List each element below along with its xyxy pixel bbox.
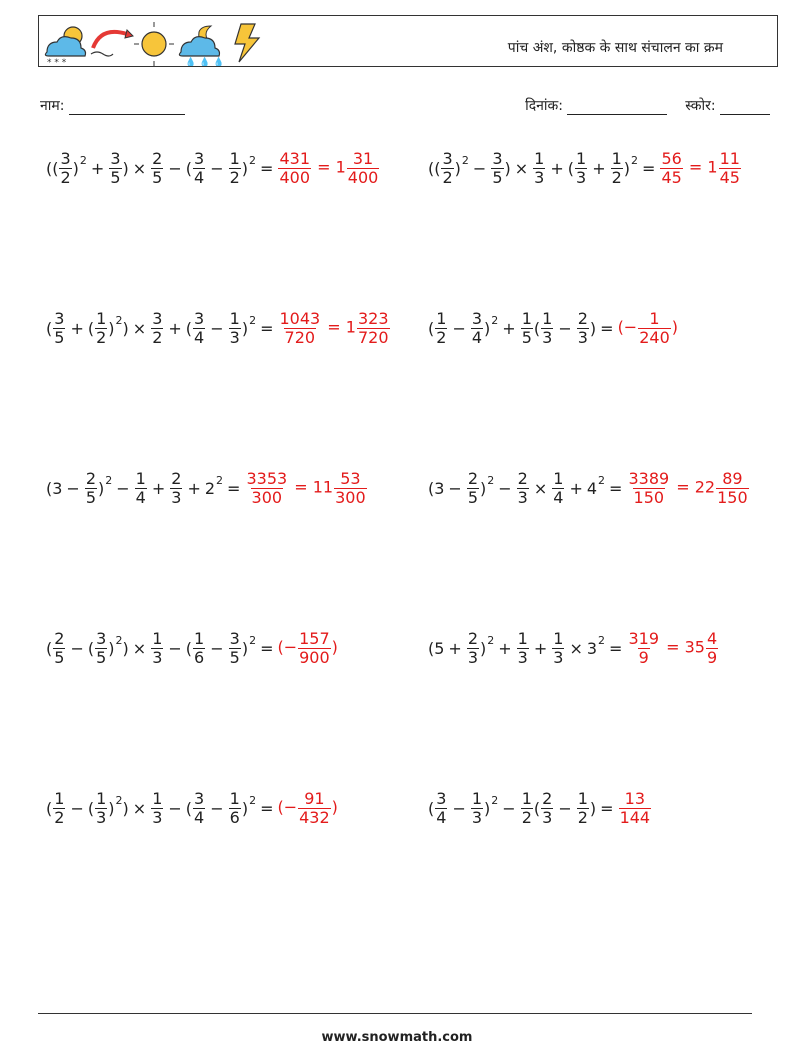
problem-5: (3 − $\frac{2}{5}$ ) 2 − $\frac{1}{4}$ + $\frac{2}{3}$ + 2 2 = $\frac{3353}{300}$ = 11 $\frac{53}{300}$ — [46, 469, 366, 507]
worksheet-header — [38, 15, 778, 67]
name-label: नाम: — [40, 98, 65, 114]
worksheet-title: पांच अंश, कोष्ठक के साथ संचालन का क्रम — [507, 40, 723, 56]
footer-url[interactable]: www.snowmath.com — [321, 1030, 473, 1045]
svg-text:* * *: * * * — [47, 58, 67, 66]
problem-8: (5 + $\frac{2}{3}$ ) 2 + $\frac{1}{3}$ + $\frac{1}{3}$ × 3 2 = $\frac{319}{9}$ = 35 $\frac{4}{9}$ — [428, 629, 718, 667]
answer-5: $\frac{3353}{300}$ = 11 $\frac{53}{300}$ — [246, 469, 366, 507]
problem-2: (( $\frac{3}{2}$ ) 2 − $\frac{3}{5}$ ) × $\frac{1}{3}$ + ( $\frac{1}{3}$ + $\frac{1}{2}$ ) 2 = $\frac{56}{45}$ = 1 $\frac{11}{45}$ — [428, 149, 740, 187]
answer-4: (− $\frac{1}{240}$ ) — [617, 309, 679, 347]
answer-8: $\frac{319}{9}$ = 35 $\frac{4}{9}$ — [628, 629, 718, 667]
answer-1: $\frac{431}{400}$ = 1 $\frac{31}{400}$ — [279, 149, 379, 187]
wind-icon — [91, 30, 133, 56]
date-line[interactable] — [567, 100, 667, 115]
problem-9: ( $\frac{1}{2}$ − ( $\frac{1}{3}$ ) 2 ) × $\frac{1}{3}$ − ( $\frac{3}{4}$ − $\frac{1}{6}$ ) 2 = (− $\frac{91}{432}$ ) — [46, 789, 338, 827]
answer-7: (− $\frac{157}{900}$ ) — [277, 629, 338, 667]
name-field — [40, 96, 185, 115]
answer-3: $\frac{1043}{720}$ = 1 $\frac{323}{720}$ — [279, 309, 389, 347]
answer-6: $\frac{3389}{150}$ = 22 $\frac{89}{150}$ — [628, 469, 748, 507]
date-label: दिनांक: — [525, 98, 563, 114]
sun-icon — [134, 22, 174, 66]
cloud-sun-snow-icon — [45, 27, 85, 66]
problem-4: ( $\frac{1}{2}$ − $\frac{3}{4}$ ) 2 + $\frac{1}{5}$ ( $\frac{1}{3}$ − $\frac{2}{3}$ ) = (− $\frac{1}{240}$ ) — [428, 309, 679, 347]
answer-10: $\frac{13}{144}$ — [619, 789, 651, 827]
problem-7: ( $\frac{2}{5}$ − ( $\frac{3}{5}$ ) 2 ) × $\frac{1}{3}$ − ( $\frac{1}{6}$ − $\frac{3}{5}$ ) 2 = (− $\frac{157}{900}$ ) — [46, 629, 338, 667]
footer-divider — [38, 1013, 752, 1014]
svg-text:💧 💧 💧: 💧 💧 💧 — [185, 58, 225, 66]
score-label: स्कोर: — [685, 98, 716, 114]
problem-1: (( $\frac{3}{2}$ ) 2 + $\frac{3}{5}$ ) × $\frac{2}{5}$ − ( $\frac{3}{4}$ − $\frac{1}{2}$ ) 2 = $\frac{431}{400}$ = 1 $\frac{31}{400}$ — [46, 149, 379, 187]
name-line[interactable] — [69, 100, 185, 115]
score-line[interactable] — [720, 100, 770, 115]
problem-6: (3 − $\frac{2}{5}$ ) 2 − $\frac{2}{3}$ × $\frac{1}{4}$ + 4 2 = $\frac{3389}{150}$ = 22 $\frac{89}{150}$ — [428, 469, 748, 507]
answer-2: $\frac{56}{45}$ = 1 $\frac{11}{45}$ — [661, 149, 740, 187]
weather-icons — [41, 18, 266, 66]
answer-9: (− $\frac{91}{432}$ ) — [277, 789, 338, 827]
lightning-icon — [235, 24, 259, 62]
cloud-moon-rain-icon — [179, 26, 224, 66]
date-score-field — [525, 96, 770, 115]
problem-10: ( $\frac{3}{4}$ − $\frac{1}{3}$ ) 2 − $\frac{1}{2}$ ( $\frac{2}{3}$ − $\frac{1}{2}$ ) = $\frac{13}{144}$ — [428, 789, 651, 827]
problem-3: ( $\frac{3}{5}$ + ( $\frac{1}{2}$ ) 2 ) × $\frac{3}{2}$ + ( $\frac{3}{4}$ − $\frac{1}{3}$ ) 2 = $\frac{1043}{720}$ = 1 $\frac{323}{720}$ — [46, 309, 389, 347]
